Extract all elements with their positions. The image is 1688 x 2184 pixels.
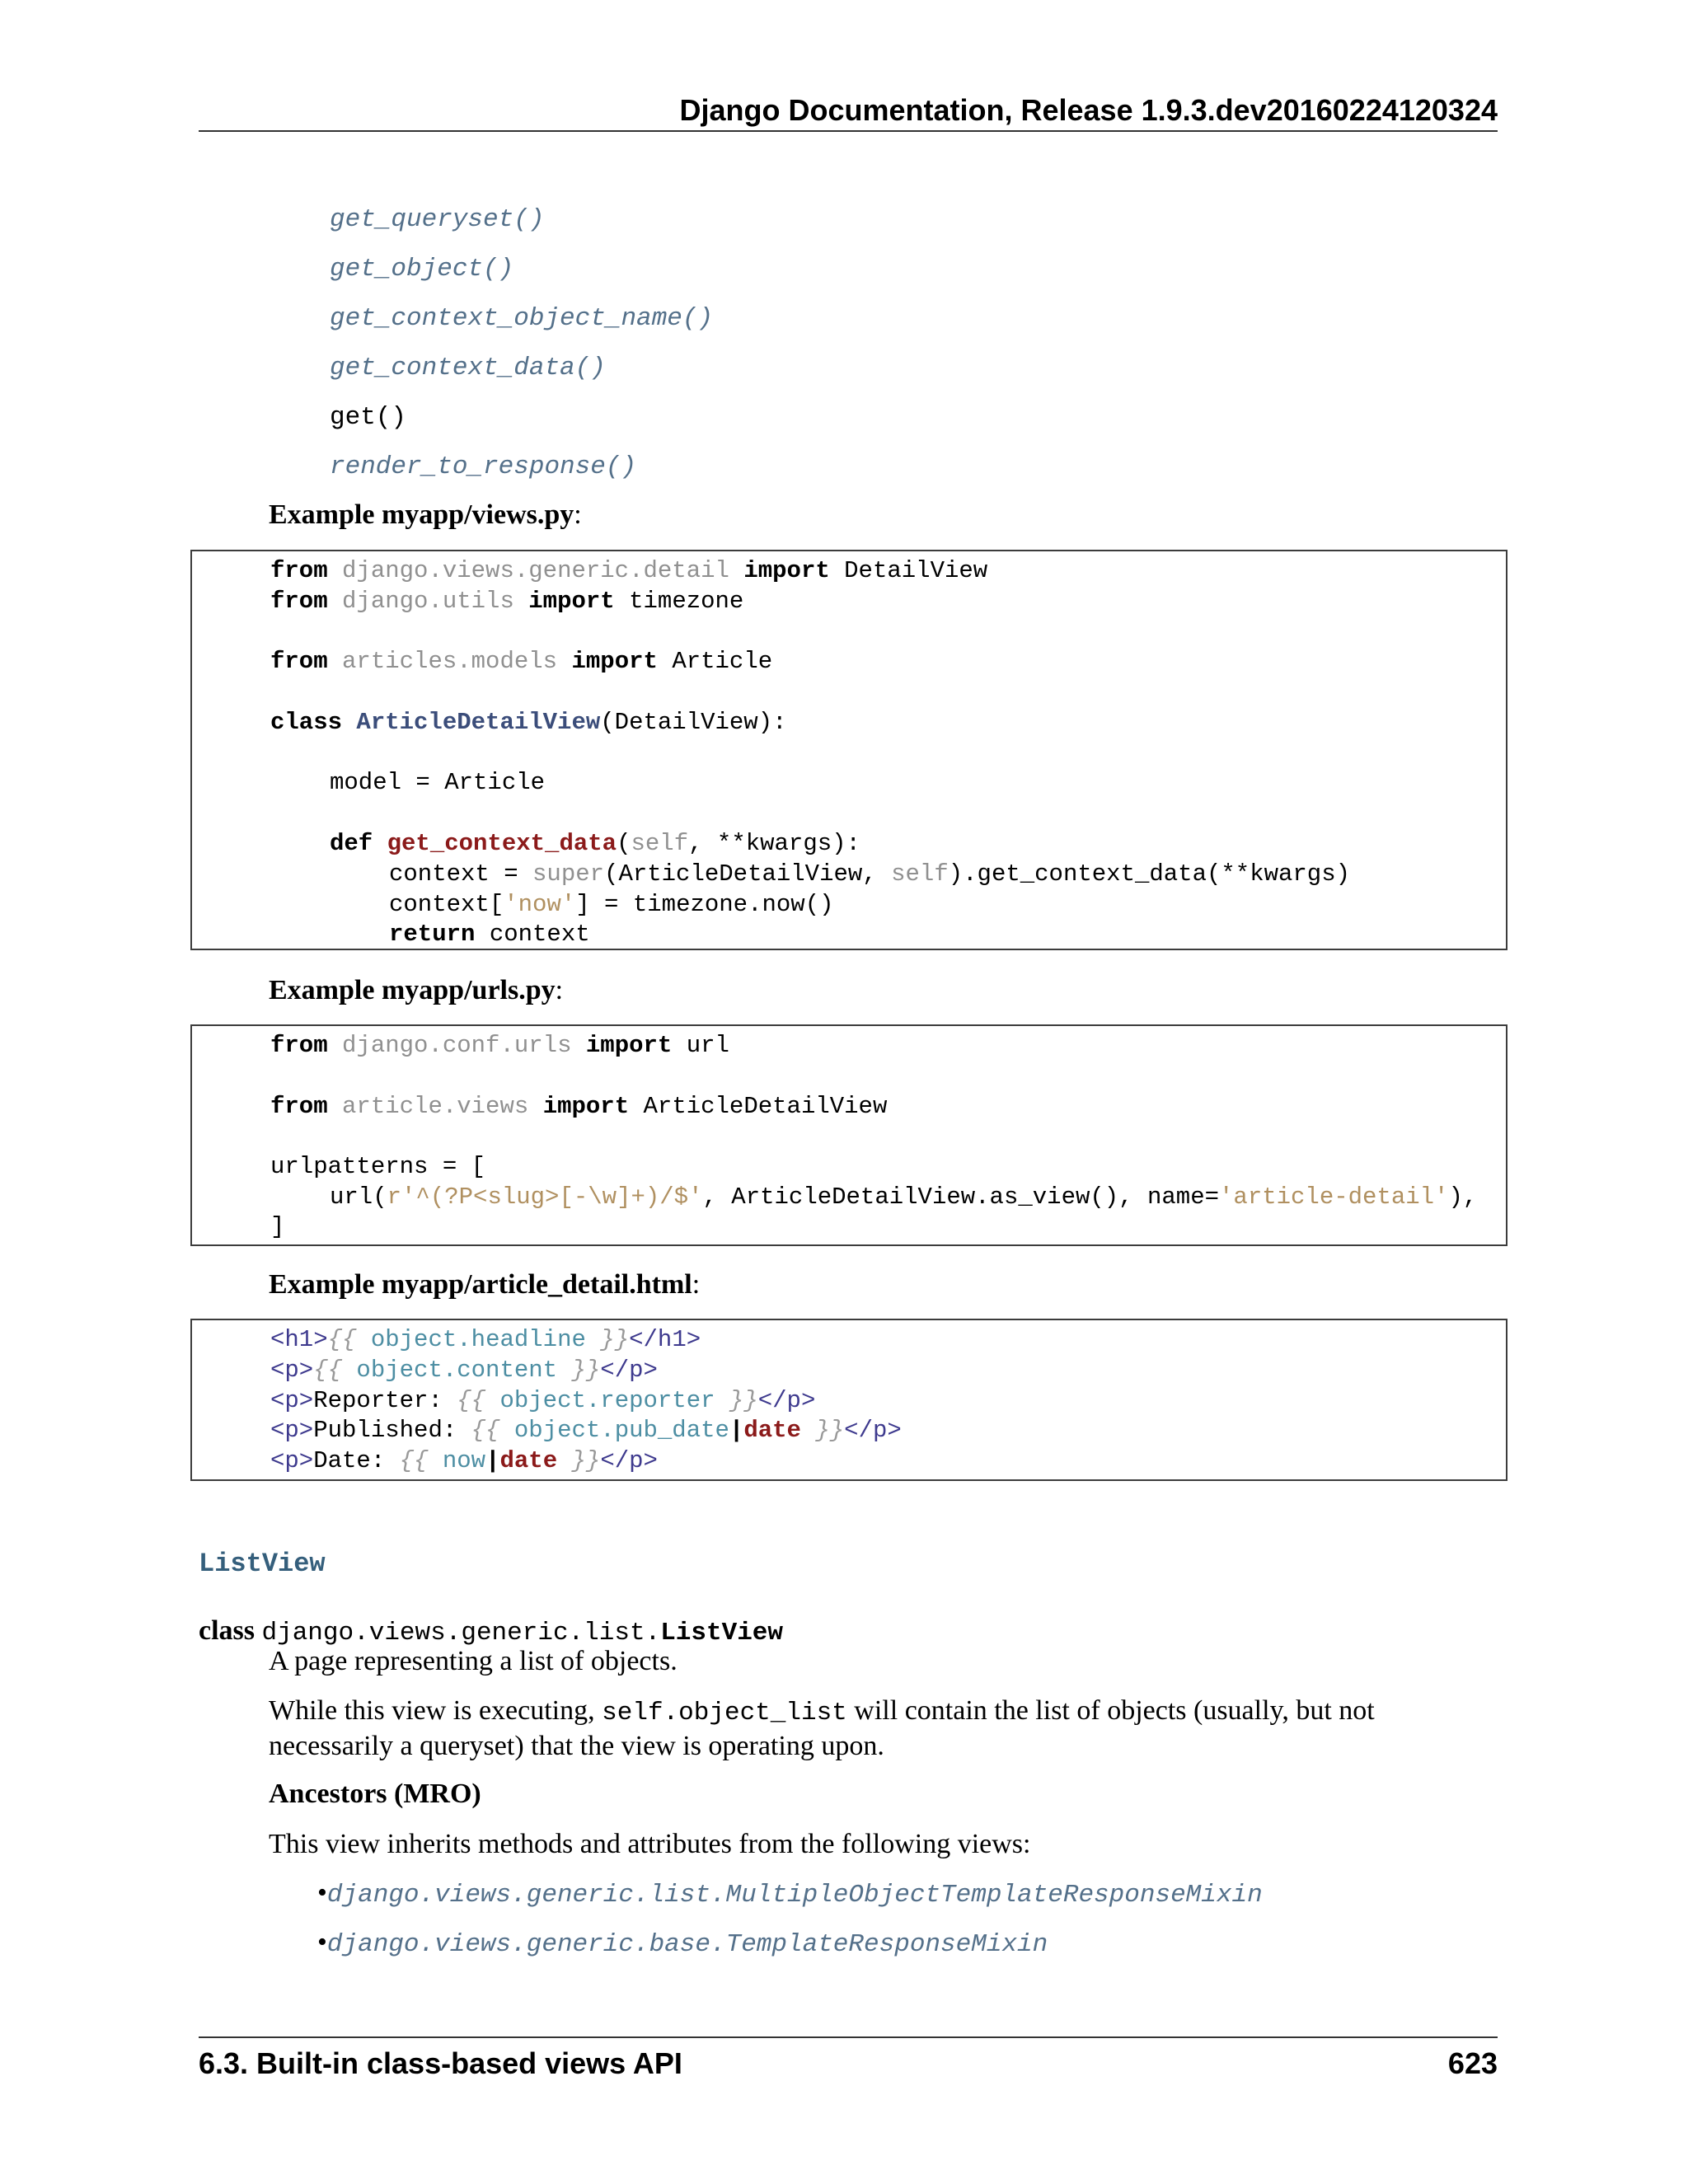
example-template-label: Example myapp/article_detail.html:: [269, 1269, 701, 1300]
ancestor-link[interactable]: django.views.generic.base.TemplateResponseMixin: [326, 1930, 1048, 1959]
code-line: <h1>{{ object.headline }}</h1>: [270, 1326, 701, 1353]
page-footer: [199, 2036, 1498, 2080]
code-line: context['now'] = timezone.now(): [389, 891, 834, 918]
method-name: get(): [330, 403, 407, 432]
code-line: model = Article: [330, 769, 546, 796]
code-line: <p>Reporter: {{ object.reporter }}</p>: [270, 1387, 816, 1414]
page-number: 623: [1447, 2046, 1498, 2080]
code-line: class ArticleDetailView(DetailView):: [270, 709, 787, 736]
ancestors-heading: Ancestors (MRO): [269, 1779, 481, 1809]
method-link[interactable]: get_context_data(): [330, 354, 606, 382]
example-urls-label: Example myapp/urls.py:: [269, 975, 564, 1005]
method-item[interactable]: [0, 295, 742, 344]
object-list-paragraph: While this view is executing, self.object_list will contain the list of objects (usually, but not necessarily a queryset) that the view is operating upon.: [269, 1695, 1375, 1761]
method-link[interactable]: get_context_object_name(): [330, 304, 714, 333]
header-title: Django Documentation, Release 1.9.3.dev20160224120324: [679, 93, 1498, 127]
method-item[interactable]: [0, 196, 742, 246]
method-link[interactable]: get_object(): [330, 255, 514, 284]
code-line: from article.views import ArticleDetailView: [270, 1093, 888, 1120]
code-block-urls: [190, 1024, 1507, 1246]
method-link[interactable]: get_queryset(): [330, 205, 545, 234]
class-description: A page representing a list of objects.: [269, 1646, 678, 1676]
code-block-views: [190, 550, 1507, 950]
class-declaration: class django.views.generic.list.ListView: [199, 1615, 784, 1647]
code-line: from django.conf.urls import url: [270, 1032, 729, 1059]
code-line: def get_context_data(self, **kwargs):: [330, 830, 860, 857]
ancestor-link[interactable]: django.views.generic.list.MultipleObjectTemplateResponseMixin: [326, 1881, 1263, 1910]
footer-section: 6.3. Built-in class-based views API: [199, 2046, 682, 2080]
section-title-listview[interactable]: ListView: [199, 1549, 326, 1579]
code-line: from articles.models import Article: [270, 648, 773, 675]
code-line: <p>Date: {{ now|date }}</p>: [270, 1447, 658, 1474]
method-item[interactable]: [0, 246, 742, 295]
code-line: ]: [270, 1213, 285, 1240]
code-line: <p>{{ object.content }}</p>: [270, 1357, 658, 1384]
ancestors-intro: This view inherits methods and attributes from the following views:: [269, 1829, 1031, 1859]
method-item: [0, 394, 742, 443]
code-line: from django.utils import timezone: [270, 588, 744, 615]
code-line: from django.views.generic.detail import DetailView: [270, 557, 988, 584]
method-item[interactable]: [0, 344, 742, 394]
code-line: context = super(ArticleDetailView, self).get_context_data(**kwargs): [389, 860, 1351, 888]
ancestor-item[interactable]: •django.views.generic.base.TemplateResponseMixin: [317, 1927, 1048, 1959]
code-line: url(r'^(?P<slug>[-\w]+)/$', ArticleDetailView.as_view(), name='article-detail'),: [330, 1183, 1478, 1211]
code-line: return context: [389, 921, 590, 948]
ancestor-item[interactable]: •django.views.generic.list.MultipleObjectTemplateResponseMixin: [317, 1877, 1263, 1910]
page-header: [199, 92, 1498, 132]
code-line: urlpatterns = [: [270, 1153, 486, 1180]
code-block-template: [190, 1319, 1507, 1481]
method-link[interactable]: render_to_response(): [330, 452, 637, 481]
code-line: <p>Published: {{ object.pub_date|date }}</p>: [270, 1417, 902, 1444]
example-views-label: Example myapp/views.py:: [269, 499, 582, 530]
method-item[interactable]: [0, 443, 742, 493]
